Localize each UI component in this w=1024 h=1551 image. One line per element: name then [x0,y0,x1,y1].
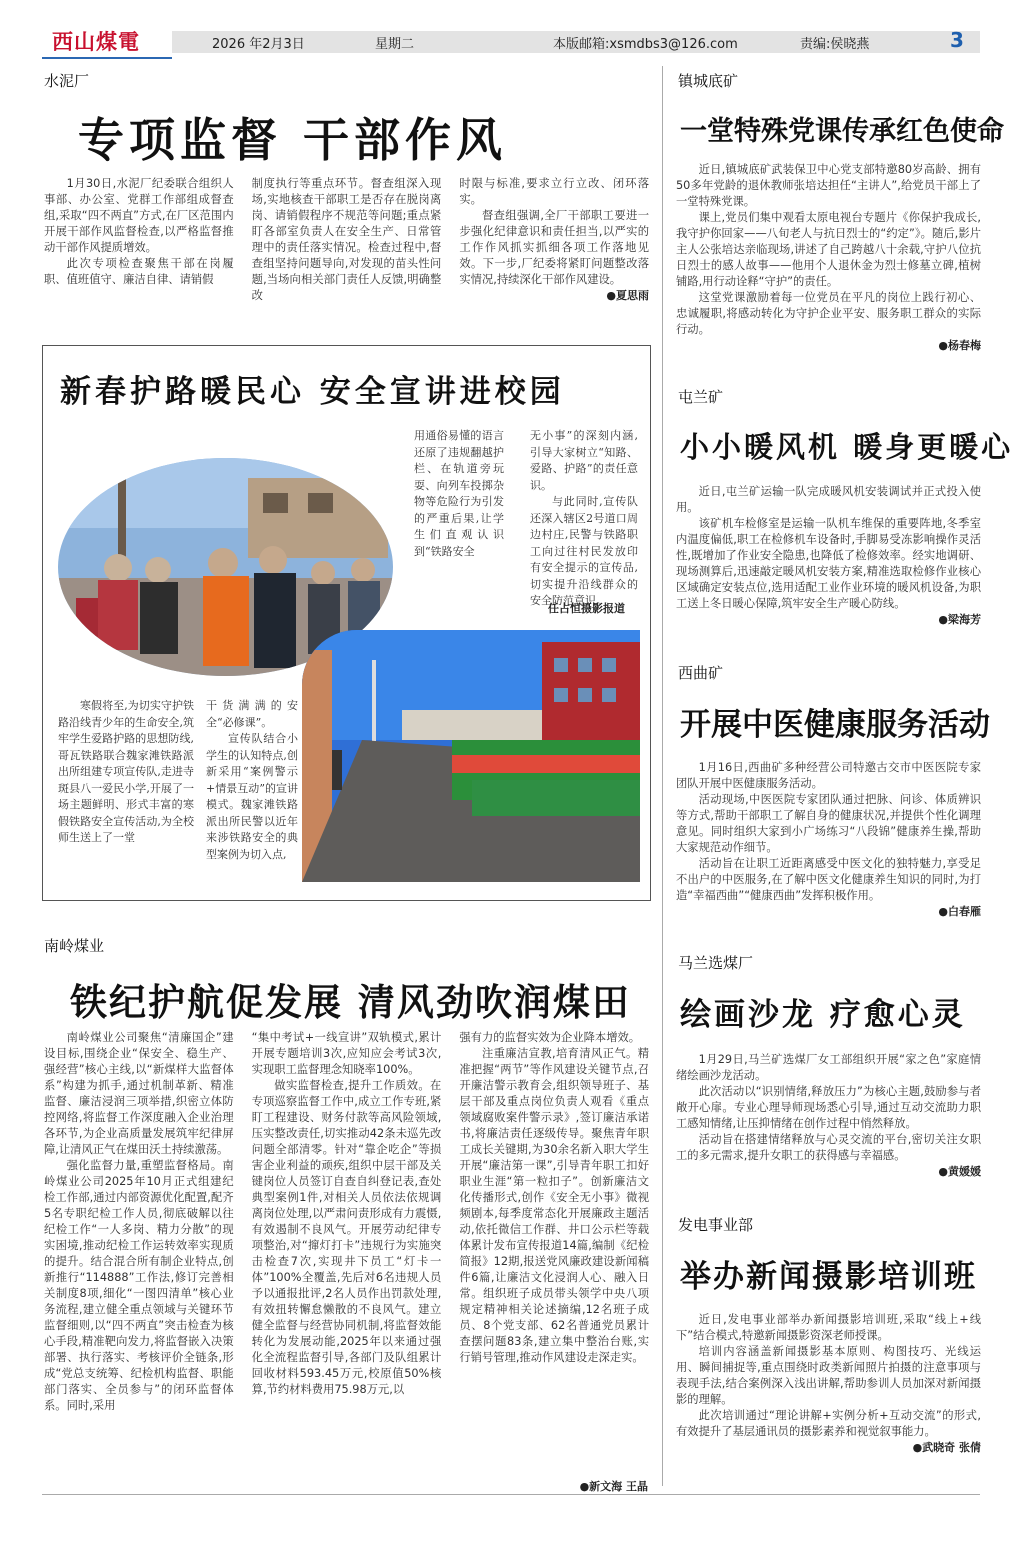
section-label: 西曲矿 [678,664,724,682]
paragraph: 督查组强调,全厂干部职工要进一步强化纪律意识和责任担当,以严实的工作作风抓实抓细各项工作落地见效。下一步,厂纪委将紧盯问题整改落实情况,持续深化干部作风建设。 [459,209,650,286]
paragraph: 宣传队结合小学生的认知特点,创新采用“案例警示+情景互动”的宣讲模式。魏家滩铁路派出所民警以近年来涉铁路安全的典型案例为切入点, [206,732,298,861]
brief-article [676,70,1004,352]
paragraph: 无小事”的深刻内涵,引导大家树立“知路、爱路、护路”的责任意识。 [530,429,638,492]
paragraph: 1月30日,水泥厂纪委联合组织人事部、办公室、党群工作部组成督查组,采取“四不两直”方式,在厂区范围内开展干部作风监督检查,以严格监督推动干部作风提质增效。 [44,177,234,254]
feature-title: 新春护路暖民心 安全宣讲进校园 [60,374,565,410]
photo-school-assembly [302,630,640,882]
paragraph: 做实监督检查,提升工作质效。在专项巡察监督工作中,成立工作专班,紧盯工程建设、财务付款等高风险领域,压实整改责任,切实推动42条未巡先改问题全部清零。针对“靠企吃企”等损害企业利益的顽疾,组织中层干部及关键岗位人员签订自查自纠登记表,查处典型案例1件,对相关人员依法依规调离岗位处理,以严肃问责形成有力震慑,有效遏制不良风气。开展劳动纪律专项整治,对“撺灯打卡”违规行为实施突击检查7次,实现井下员工“灯卡一体”100%全覆盖,先后对6名违规人员予以通报批评,2名人员作出罚款处理,有效扭转懈怠懒散的不良风气。建立健全监督与经营协同机制,将监督效能转化为发展动能,2025年以来通过强化全流程监督引导,各部门及队组累计回收材料593.45万元,校原值50%核算,节约材料费用75.98万元,以 [251,1079,442,1396]
paragraph: 时限与标准,要求立行立改、闭环落实。 [459,177,650,206]
paragraph: 强化监督力量,重塑监督格局。南岭煤业公司2025年10月正式组建纪检工作部,通过内部资源优化配置,配齐5名专职纪检工作人员,彻底破解以往纪检工作“一人多岗、精力分散”的现实困境,推动纪检工作运转效率实现质的提升。结合混合所有制企业特点,创新推行“114888”工作法,修订完善相关制度8项,细化“一图四清单”核心业务流程,建立健全重点领域与关键环节监督细则,以“四不两直”突击检查为核心手段,精准靶向发力,将监督嵌入决策部署、执行落实、考核评价全链条,形成“党总支统筹、纪检机构监督、职能部门落实、全员参与”的闭环监督体系。同时,采用 [44,1159,234,1412]
feature-photo-school [302,630,640,882]
paragraph: “集中考试+一线宣讲”双轨模式,累计开展专题培训3次,应知应会考试3次,实现职工监督理念知晓率100%。 [251,1031,442,1076]
paragraph: 近日,发电事业部举办新闻摄影培训班,采取“线上+线下”结合模式,特邀新闻摄影资深老师授课。 [676,1313,981,1342]
paragraph: 1月29日,马兰矿选煤厂女工部组织开展“家之色”家庭情绪绘画沙龙活动。 [676,1053,981,1082]
page-email: 本版邮箱:xsmdbs3@126.com [553,37,738,52]
paragraph: 活动旨在搭建情绪释放与心灵交流的平台,密切关注女职工的多元需求,提升女职工的获得感与幸福感。 [676,1133,981,1162]
paragraph: 强有力的监督实效为企业降本增效。 [459,1031,641,1044]
section-label: 水泥厂 [44,72,90,90]
paragraph: 该矿机车检修室是运输一队机车维保的重要阵地,冬季室内温度偏低,职工在检修机车设备时,手脚易受冻影响操作灵活性,既增加了作业安全隐患,也降低了检修效率。经实地调研、现场测算后,迅速敲定暖风机安装方案,精准选取检修作业核心区域确定安装点位,选用适配工业作业环境的暖风机设备,为职工送上冬日暖心保障,筑牢安全生产暖心防线。 [676,517,981,610]
bottom-rule [42,1494,980,1495]
paragraph: 用通俗易懂的语言还原了违规翻越护栏、在轨道旁玩耍、向列车投掷杂物等危险行为引发的严重后果,让学生们直观认识到“铁路安全 [414,429,504,558]
byline: ●黄媛媛 [938,1165,981,1178]
article-body [676,1312,981,1456]
article-title: 开展中医健康服务活动 [680,707,990,743]
paragraph: 此次专项检查聚焦干部在岗履职、值班值守、廉洁自律、请销假 [44,257,234,286]
byline: ●梁海芳 [938,613,981,626]
section-label: 屯兰矿 [678,388,724,406]
article-title: 举办新闻摄影培训班 [680,1259,977,1295]
section-label: 发电事业部 [678,1216,754,1234]
right-column [676,66,1014,1494]
brief-article [676,386,1014,662]
byline: ●新文海 王晶 [579,1480,648,1493]
feature-text-column [530,428,638,610]
article-title: 小小暖风机 暖身更暖心 [680,430,1014,464]
paragraph: 活动现场,中医医院专家团队通过把脉、问诊、体质辨识等方式,帮助干部职工了解自身的健康状况,并提供个性化调理意见。同时组织大家到小广场练习“八段锦”健康养生操,帮助大家规范动作细节。 [676,793,981,854]
byline: ●武晓奇 张倩 [912,1441,981,1454]
section-label: 马兰选煤厂 [678,954,754,972]
paragraph: 此次活动以“识别情绪,释放压力”为核心主题,鼓励参与者敞开心扉。专业心理导师现场悉心引导,通过互动交流助力职工感知情绪,让压抑情绪在创作过程中悄然释放。 [676,1085,981,1130]
article-body [44,1030,649,1478]
byline: ●白春雁 [938,905,981,918]
feature-text-column [58,698,194,847]
section-label: 南岭煤业 [44,937,105,955]
page-editor: 责编:侯晓燕 [800,37,870,52]
article-title: 专项监督 干部作风 [78,113,508,167]
paragraph: 1月16日,西曲矿多种经营公司特邀古交市中医医院专家团队开展中医健康服务活动。 [676,761,981,790]
article-body [676,760,981,920]
paragraph: 课上,党员们集中观看太原电视台专题片《你保护我成长,我守护你回家——八旬老人与抗日烈士的“约定”》。随后,影片主人公张培达亲临现场,讲述了自己跨越八十余载,守护八位抗日烈士的感人故事——他用个人退休金为烈士修墓立碑,植树铺路,用行动诠释“守护”的责任。 [676,211,981,288]
paragraph: 南岭煤业公司聚焦“清廉国企”建设目标,围绕企业“保安全、稳生产、强经营”核心主线,以“新煤样大监督体系”构建为抓手,通过机制革新、精准监督、廉洁浸润三项举措,织密立体防控网络,将监督工作深度融入企业治理各环节,为企业高质量发展筑牢纪律屏障,让清风正气在煤田沃土持续激荡。 [44,1031,234,1156]
column-divider [662,66,663,1486]
newspaper-logo: 西山煤電 [52,29,140,54]
issue-date: 2026 年2月3日 [212,37,305,52]
paragraph: 近日,屯兰矿运输一队完成暖风机安装调试并正式投入使用。 [676,485,981,514]
article-body [676,484,981,628]
paragraph: 近日,镇城底矿武装保卫中心党支部特邀80岁高龄、拥有50多年党龄的退休教师张培达担任“主讲人”,给党员干部上了一堂特殊党课。 [676,163,981,208]
paragraph: 培训内容涵盖新闻摄影基本原则、构图技巧、光线运用、瞬间捕捉等,重点围绕时政类新闻照片拍摄的注意事项与表现手法,结合案例深入浅出讲解,帮助参训人员加深对新闻摄影的理解。 [676,1345,981,1406]
article-title: 一堂特殊党课传承红色使命 [680,116,1004,147]
paragraph: 与此同时,宣传队还深入辖区2号道口周边村庄,民警与铁路职工向过往村民发放印有安全提示的宣传品,切实提升沿线群众的安全防范意识。 [530,495,638,607]
article-body [676,162,981,354]
article-body [44,176,649,304]
paragraph: 活动旨在让职工近距离感受中医文化的独特魅力,享受足不出户的中医服务,在了解中医文化健康养生知识的同时,为打造“幸福西曲”“健康西曲”发挥积极作用。 [676,857,981,902]
article-body [676,1052,981,1180]
section-label: 镇城底矿 [678,72,739,90]
logo-underline [42,57,172,59]
paragraph: 制度执行等重点环节。督查组深入现场,实地核查干部职工是否存在脱岗离岗、请销假程序不规范等问题;重点紧盯各部室负责人在安全生产、日常管理中的责任落实情况。检查过程中,督查组坚持问题导向,对发现的苗头性问题,当场向相关部门责任人反馈,明确整改 [251,177,442,302]
page-header [0,22,1024,60]
byline: ●杨春梅 [938,339,981,352]
brief-article [676,662,990,930]
paragraph: 此次培训通过“理论讲解+实例分析+互动交流”的形式,有效提升了基层通讯员的摄影素养和视觉叙事能力。 [676,1409,981,1438]
brief-article [676,952,981,1206]
article-title: 绘画沙龙 疗愈心灵 [680,997,966,1033]
issue-weekday: 星期二 [375,37,415,52]
photo-credit: 任占恒摄影报道 [548,602,625,615]
paragraph: 干货满满的安全“必修课”。 [206,699,298,729]
brief-article [676,1214,981,1494]
paragraph: 寒假将至,为切实守护铁路沿线青少年的生命安全,筑牢学生爱路护路的思想防线,哥瓦铁路联合魏家滩铁路派出所组建专项宣传队,走进寺斑县八一爱民小学,开展了一场主题鲜明、形式丰富的寒假铁路安全宣传活动,为全校师生送上了一堂 [58,699,194,844]
byline: ●夏思雨 [606,289,650,302]
feature-text-column [206,698,298,863]
paragraph: 这堂党课激励着每一位党员在平凡的岗位上践行初心、忠诚履职,将感动转化为守护企业平安、服务职工群众的实际行动。 [676,291,981,336]
paragraph: 注重廉洁宣教,培育清风正气。精准把握“两节”等作风建设关键节点,召开廉洁警示教育会,组织领导班子、基层干部及重点岗位负责人观看《重点领域腐败案件警示录》,签订廉洁承诺书,将廉洁责任逐级传导。聚焦青年职工成长关键期,为30余名新入职大学生开展“廉洁第一课”,引导青年职工扣好职业生涯“第一粒扣子”。创新廉洁文化传播形式,创作《安全无小事》微视频剧本,每季度常态化开展廉政主题活动,依托微信工作群、井口公示栏等载体累计发布宣传报道14篇,编制《纪检简报》12期,报送党风廉政建设新闻稿件6篇,让廉洁文化浸润人心、融入日常。组织班子成员带头领学中央八项规定精神相关论述摘编,12名班子成员、8个党支部、62名普通党员累计查摆问题83条,建立集中整治台账,实行销号管理,推动作风建设走深走实。 [459,1047,649,1364]
page-number: 3 [950,28,964,52]
feature-text-column [414,428,504,560]
article-title: 铁纪护航促发展 清风劲吹润煤田 [70,980,631,1024]
